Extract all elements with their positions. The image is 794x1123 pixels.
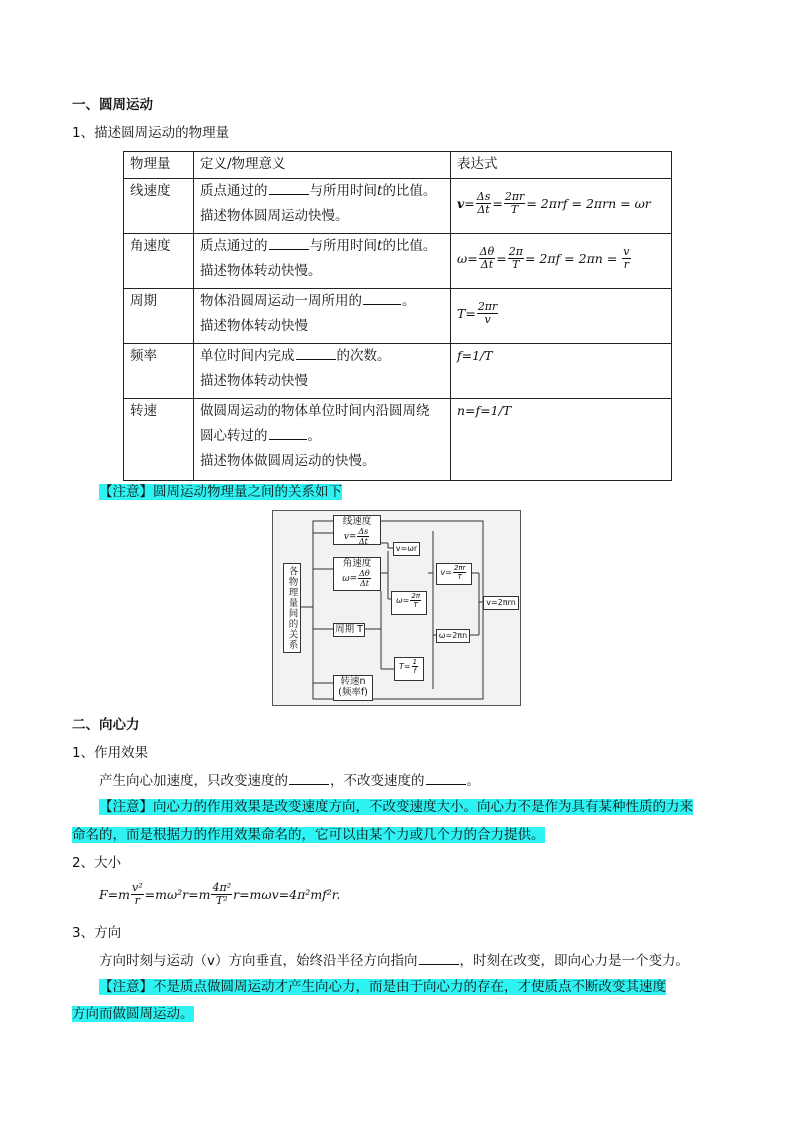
- fill-blank: [269, 236, 309, 250]
- table-row: [124, 234, 672, 289]
- table-row: [124, 399, 672, 481]
- fill-blank: [363, 291, 401, 305]
- quantity-definition: 物体沿圆周运动一周所用的 。 描述物体转动快慢: [194, 289, 451, 344]
- note-effect-line2: 命名的，而是根据力的作用效果命名的，它可以由某个力或几个力的合力提供。: [72, 827, 545, 843]
- subheading-effect: 1、作用效果: [72, 745, 149, 761]
- diagram-v-2pir-t: v= $\frac{2\pi r}{T}$: [436, 563, 472, 585]
- quantity-name: 角速度: [124, 234, 194, 289]
- quantity-definition: 单位时间内完成 的次数。 描述物体转动快慢: [194, 344, 451, 399]
- diagram-t-1-f: T= $\frac{1}{f}$: [394, 657, 424, 681]
- quantity-definition: 做圆周运动的物体单位时间内沿圆周绕 圆心转过的 。 描述物体做圆周运动的快慢。: [194, 399, 451, 481]
- fill-blank: [419, 951, 459, 965]
- note-effect-line1: 【注意】向心力的作用效果是改变速度方向，不改变速度大小。向心力不是作为具有某种性质的力来: [99, 799, 693, 815]
- diagram-omega-2pin: ω=2πn: [436, 629, 470, 643]
- quantity-expression: [451, 234, 672, 289]
- frequency-formula: f=1/T: [457, 348, 493, 363]
- diagram-linear-velocity: 线速度 v= $\frac{\Delta s}{\Delta t}$: [333, 515, 381, 545]
- quantity-expression: [451, 399, 672, 481]
- subheading-direction: 3、方向: [72, 925, 122, 941]
- effect-text: 产生向心加速度，只改变速度的 ，不改变速度的 。: [99, 773, 480, 789]
- quantity-name: 频率: [124, 344, 194, 399]
- quantity-expression: [451, 344, 672, 399]
- table-row: [124, 179, 672, 234]
- quantity-definition: 质点通过的 与所用时间t的比值。 描述物体圆周运动快慢。: [194, 179, 451, 234]
- section-heading-circular-motion: 一、圆周运动: [72, 97, 153, 113]
- table-header: 定义/物理意义: [194, 152, 451, 179]
- angular-velocity-formula: ω= $\frac{\Delta\theta}{\Delta t}$ = $\frac{2\pi}{T}$ = 2πf = 2πn = $\frac{v}{r}$: [457, 244, 630, 271]
- quantity-expression: [451, 289, 672, 344]
- table-header: 表达式: [451, 152, 672, 179]
- subheading-quantities: 1、描述圆周运动的物理量: [72, 125, 230, 141]
- diagram-rotation-speed: 转速n (频率f): [333, 675, 373, 701]
- note-direction-line2: 方向而做圆周运动。: [72, 1006, 194, 1022]
- diagram-v-2pirn: v=2πrn: [483, 596, 519, 610]
- quantity-definition: 质点通过的 与所用时间t的比值。 描述物体转动快慢。: [194, 234, 451, 289]
- quantities-table: [123, 151, 672, 481]
- quantity-name: 转速: [124, 399, 194, 481]
- quantity-name: 周期: [124, 289, 194, 344]
- quantity-name: 线速度: [124, 179, 194, 234]
- fill-blank: [296, 346, 336, 360]
- table-row: [124, 289, 672, 344]
- table-row: [124, 344, 672, 399]
- rotation-speed-formula: n=f=1/T: [457, 403, 512, 418]
- section-heading-centripetal-force: 二、向心力: [72, 717, 140, 733]
- period-formula: T= $\frac{2\pi r}{v}$: [457, 299, 498, 326]
- fill-blank: [426, 771, 466, 785]
- direction-text: 方向时刻与运动（v）方向垂直，始终沿半径方向指向 ，时刻在改变，即向心力是一个变力。: [99, 953, 689, 969]
- diagram-omega-2pi-t: ω= $\frac{2\pi}{T}$: [391, 591, 427, 615]
- quantity-expression: [451, 179, 672, 234]
- centripetal-force-formula: F=m $\frac{\text{v²}}{r}$ =mω²r=m $\frac{\text{4π²}}{\text{T²}}$ r=mωv=4π²mf²r.: [99, 880, 341, 907]
- relations-diagram: [272, 510, 521, 706]
- note-direction-line1: 【注意】不是质点做圆周运动才产生向心力，而是由于向心力的存在，才使质点不断改变其速度: [99, 979, 666, 995]
- diagram-v-omega-r: v=ωr: [393, 542, 420, 556]
- diagram-angular-velocity: 角速度 ω= $\frac{\Delta\theta}{\Delta t}$: [333, 557, 381, 591]
- linear-velocity-formula: v = $\frac{\Delta s}{\Delta t}$ = $\frac{2\pi r}{T}$ = 2πrf = 2πrn = ωr: [457, 189, 651, 216]
- table-header: 物理量: [124, 152, 194, 179]
- diagram-period: 周期 T: [333, 623, 365, 637]
- note-relations: 【注意】圆周运动物理量之间的关系如下: [99, 484, 342, 500]
- fill-blank: [289, 771, 329, 785]
- subheading-magnitude: 2、大小: [72, 855, 122, 871]
- fill-blank: [269, 426, 307, 440]
- fill-blank: [269, 181, 309, 195]
- diagram-root: 各物理量间的关系: [283, 563, 301, 653]
